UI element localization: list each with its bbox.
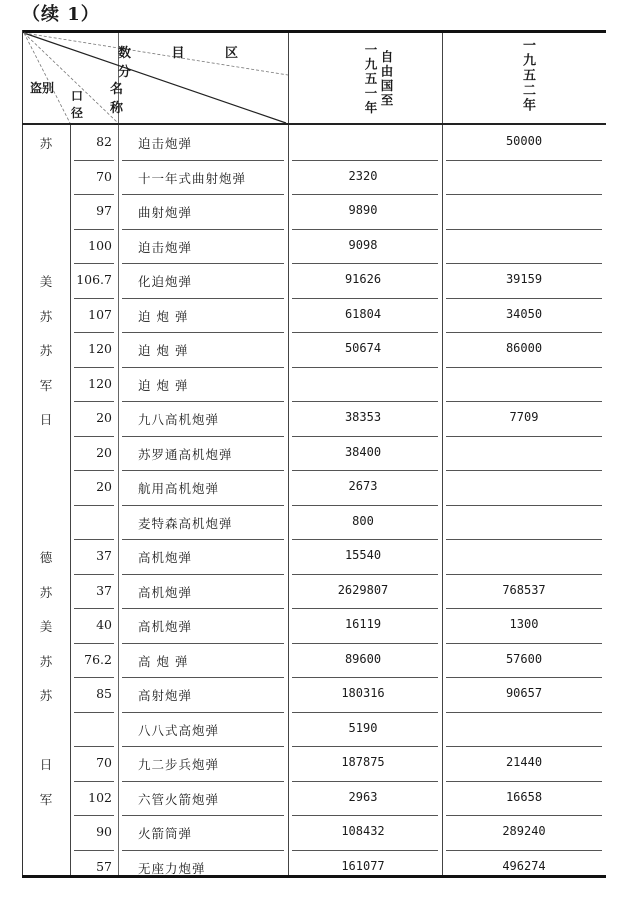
row-caliber <box>70 859 118 874</box>
row-category: 苏 <box>39 136 53 151</box>
row-value-1952: 16658 <box>505 789 543 804</box>
row-caliber <box>70 272 118 287</box>
row-name: 高 炮 弹 <box>138 653 189 669</box>
row-caliber <box>70 307 118 322</box>
row-value-1952: 39159 <box>505 272 543 286</box>
row-caliber <box>70 203 118 218</box>
row-caliber <box>70 755 118 770</box>
row-caliber <box>70 376 118 391</box>
row-caliber <box>70 341 118 356</box>
row-name: 六管火箭炮弹 <box>138 791 220 807</box>
row-caliber <box>70 410 118 425</box>
row-category: 德 <box>39 550 53 565</box>
row-caliber <box>70 617 118 632</box>
caliber-value: 76.2 <box>84 651 112 667</box>
caliber-value: 70 <box>96 755 112 770</box>
row-value-1951: 50674 <box>344 341 382 355</box>
row-value-1952: 86000 <box>505 341 543 355</box>
ammunition-table <box>22 30 606 878</box>
table-row <box>22 470 606 505</box>
row-category: 苏 <box>39 688 53 703</box>
row-name: 九八高机炮弹 <box>138 412 220 427</box>
table-row <box>22 608 606 643</box>
row-value-1951: 9890 <box>348 203 378 217</box>
header-col1-label: 自由国至 一九五一年 <box>363 42 394 116</box>
row-value-1951: 2673 <box>348 479 378 493</box>
row-value-1951: 800 <box>352 513 374 528</box>
row-value-1951: 89600 <box>344 651 382 666</box>
table-row <box>22 160 606 195</box>
row-name: 十一年式曲射炮弹 <box>138 170 247 186</box>
table-row <box>22 298 606 333</box>
row-value-1951: 61804 <box>344 306 382 321</box>
row-value-1952: 768537 <box>502 582 546 597</box>
row-value-1951: 161077 <box>341 858 385 873</box>
row-caliber <box>70 652 118 667</box>
caliber-value: 20 <box>96 444 112 460</box>
row-name: 火箭筒弹 <box>138 826 193 841</box>
row-name: 高射炮弹 <box>138 688 193 703</box>
row-caliber <box>70 824 118 839</box>
table-row <box>22 505 606 540</box>
row-value-1951: 2963 <box>348 789 378 804</box>
caliber-value: 37 <box>96 582 112 598</box>
table-row <box>22 436 606 471</box>
row-value-1951: 38400 <box>344 444 382 459</box>
table-row <box>22 746 606 781</box>
row-name: 迫 炮 弹 <box>138 343 189 358</box>
table-row <box>22 401 606 436</box>
header-col2-label: 一九五二年 <box>520 38 535 113</box>
caliber-value: 120 <box>88 375 112 391</box>
caliber-value: 20 <box>96 479 112 494</box>
row-category: 苏 <box>39 584 53 600</box>
caliber-value: 100 <box>88 237 112 253</box>
row-value-1951: 2320 <box>348 168 378 183</box>
row-name: 高机炮弹 <box>138 619 193 634</box>
row-name: 高机炮弹 <box>138 550 193 565</box>
row-caliber <box>70 445 118 460</box>
row-value-1952: 1300 <box>509 617 539 631</box>
caliber-value: 70 <box>96 168 112 184</box>
table-row <box>22 850 606 885</box>
row-name: 麦特森高机炮弹 <box>138 515 233 531</box>
caliber-value: 120 <box>88 341 112 356</box>
caliber-value: 97 <box>96 203 112 218</box>
continuation-label: （续 1） <box>22 4 100 25</box>
row-category: 苏 <box>39 308 53 324</box>
table-row <box>22 332 606 367</box>
row-name: 曲射炮弹 <box>138 205 193 220</box>
table-row <box>22 712 606 747</box>
caliber-value: 57 <box>96 858 112 874</box>
row-value-1951: 2629807 <box>337 582 389 597</box>
row-value-1951: 187875 <box>341 755 385 769</box>
caliber-value: 40 <box>96 617 112 632</box>
row-value-1952: 90657 <box>505 686 543 700</box>
table-row <box>22 194 606 229</box>
row-value-1952: 57600 <box>505 651 543 666</box>
row-value-1951: 180316 <box>341 686 385 700</box>
row-category: 苏 <box>39 343 53 358</box>
row-value-1952: 7709 <box>509 410 539 424</box>
row-category: 日 <box>39 757 53 772</box>
table-row <box>22 781 606 816</box>
table-row <box>22 125 606 160</box>
row-name: 化迫炮弹 <box>138 274 193 289</box>
header-left-label-2: 口径 <box>70 89 83 120</box>
row-category: 军 <box>39 791 53 807</box>
table-row <box>22 229 606 264</box>
caliber-value: 20 <box>96 410 112 425</box>
row-caliber <box>70 514 118 529</box>
caliber-value: 85 <box>96 686 112 701</box>
row-caliber <box>70 583 118 598</box>
row-value-1951: 16119 <box>344 617 382 631</box>
caliber-value: 102 <box>88 789 112 805</box>
row-name: 迫 炮 弹 <box>138 377 189 393</box>
row-name: 航用高机炮弹 <box>138 481 220 496</box>
row-caliber <box>70 169 118 184</box>
table-row <box>22 643 606 678</box>
table-row <box>22 263 606 298</box>
row-caliber <box>70 238 118 253</box>
table-row <box>22 539 606 574</box>
row-name: 苏罗通高机炮弹 <box>138 446 233 462</box>
row-value-1952: 21440 <box>505 755 543 769</box>
row-caliber <box>70 790 118 805</box>
row-value-1951: 15540 <box>344 548 382 562</box>
row-name: 无座力炮弹 <box>138 860 206 876</box>
row-value-1951: 38353 <box>344 410 382 424</box>
row-caliber <box>70 134 118 149</box>
caliber-value: 90 <box>96 824 112 839</box>
caliber-value: 107 <box>88 306 112 322</box>
row-name: 八八式高炮弹 <box>138 722 220 738</box>
row-value-1952: 496274 <box>502 858 546 873</box>
header-mid-label: 名 称 <box>110 82 152 116</box>
table-row <box>22 574 606 609</box>
caliber-value: 106.7 <box>76 272 112 287</box>
caliber-value: 37 <box>96 548 112 563</box>
table-bottom-rule <box>22 875 606 878</box>
row-category: 军 <box>39 377 53 393</box>
table-row <box>22 367 606 402</box>
header-top-label: 数 目 区 分 <box>118 46 257 80</box>
row-value-1952: 50000 <box>505 134 543 148</box>
row-category: 美 <box>39 274 53 289</box>
row-caliber <box>70 548 118 563</box>
row-name: 迫击炮弹 <box>138 239 193 255</box>
row-value-1952: 34050 <box>505 306 543 321</box>
row-category: 美 <box>39 619 53 634</box>
row-caliber <box>70 721 118 736</box>
row-category: 苏 <box>39 653 53 669</box>
row-caliber <box>70 479 118 494</box>
header-left-label-1: 盗别 <box>29 81 54 95</box>
table-row <box>22 677 606 712</box>
caliber-value: 82 <box>96 134 112 149</box>
row-name: 九二步兵炮弹 <box>138 757 220 772</box>
row-value-1951: 9098 <box>348 237 378 252</box>
row-value-1952: 289240 <box>502 824 546 838</box>
row-category: 日 <box>39 412 53 427</box>
table-row <box>22 815 606 850</box>
row-name: 迫 炮 弹 <box>138 308 189 324</box>
row-name: 迫击炮弹 <box>138 136 193 151</box>
row-caliber <box>70 686 118 701</box>
row-value-1951: 91626 <box>344 272 382 286</box>
row-name: 高机炮弹 <box>138 584 193 600</box>
row-value-1951: 5190 <box>348 720 378 735</box>
row-value-1951: 108432 <box>341 824 385 838</box>
